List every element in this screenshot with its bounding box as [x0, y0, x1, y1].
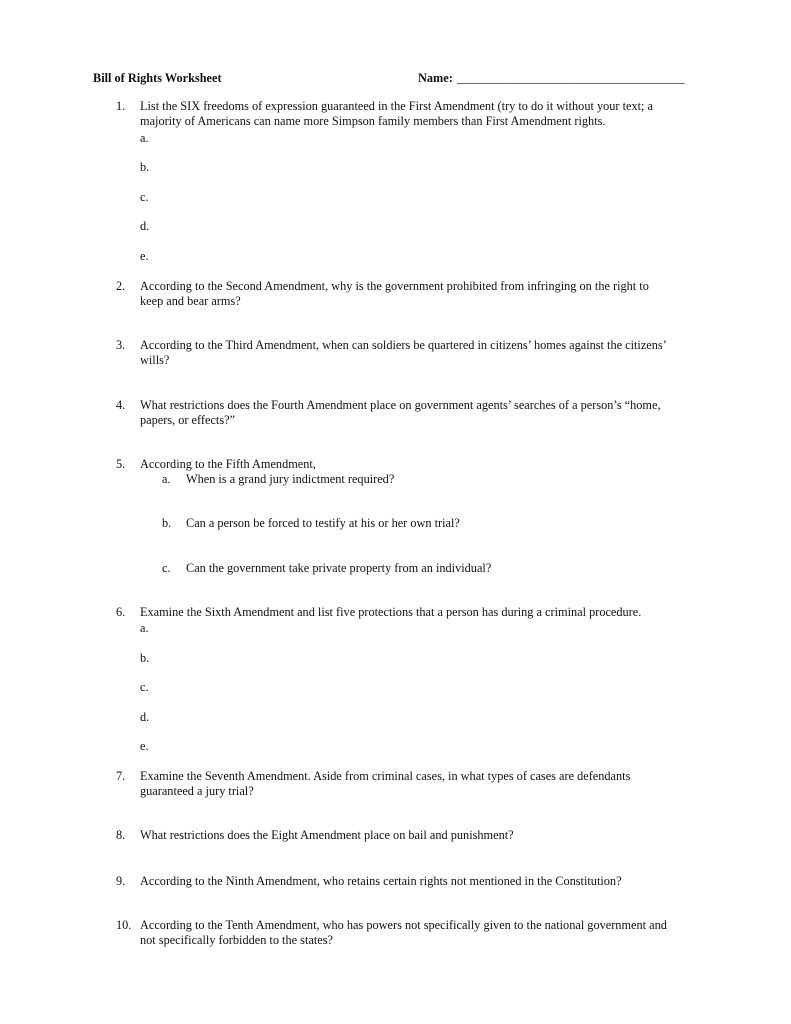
question-text-line: What restrictions does the Fourth Amendment place on government agents’ searches of a person’s “home,: [140, 398, 661, 412]
question-text-line: According to the Tenth Amendment, who has powers not specifically given to the national government and: [140, 918, 667, 932]
question-text-line: majority of Americans can name more Simpson family members than First Amendment rights.: [140, 114, 606, 128]
question-text-line: guaranteed a jury trial?: [140, 784, 254, 798]
question-text-line: According to the Second Amendment, why is the government prohibited from infringing on the right to: [140, 279, 649, 293]
question-number: 2.: [116, 279, 126, 293]
worksheet-title: Bill of Rights Worksheet: [93, 71, 222, 85]
question-text-line: Examine the Seventh Amendment. Aside from criminal cases, in what types of cases are defendants: [140, 769, 631, 783]
question-text-line: papers, or effects?”: [140, 413, 236, 427]
answer-letter: b.: [140, 160, 150, 174]
answer-letter: a.: [140, 131, 149, 145]
sub-question-letter: b.: [162, 516, 172, 530]
question-text-line: keep and bear arms?: [140, 294, 241, 308]
question-text-line: List the SIX freedoms of expression guaranteed in the First Amendment (try to do it without your text; a: [140, 99, 653, 113]
question-text-line: Examine the Sixth Amendment and list five protections that a person has during a criminal procedure.: [140, 605, 642, 619]
question-number: 5.: [116, 457, 126, 471]
question-number: 4.: [116, 398, 126, 412]
answer-letter: a.: [140, 621, 149, 635]
question-number: 10.: [116, 918, 132, 932]
sub-question-letter: c.: [162, 561, 171, 575]
answer-letter: d.: [140, 219, 150, 233]
name-blank[interactable]: _____________________________________: [457, 71, 685, 85]
question-number: 7.: [116, 769, 126, 783]
answer-letter: c.: [140, 190, 149, 204]
sub-question-text: Can the government take private property from an individual?: [186, 561, 492, 575]
question-number: 9.: [116, 874, 126, 888]
answer-letter: b.: [140, 651, 150, 665]
question-number: 6.: [116, 605, 126, 619]
question-number: 8.: [116, 828, 126, 842]
question-text-line: What restrictions does the Eight Amendment place on bail and punishment?: [140, 828, 514, 842]
answer-letter: c.: [140, 680, 149, 694]
answer-letter: e.: [140, 739, 149, 753]
question-text-line: According to the Third Amendment, when can soldiers be quartered in citizens’ homes against the citizens’: [140, 338, 667, 352]
answer-letter: e.: [140, 249, 149, 263]
question-text-line: According to the Fifth Amendment,: [140, 457, 316, 471]
answer-letter: d.: [140, 710, 150, 724]
question-text-line: According to the Ninth Amendment, who retains certain rights not mentioned in the Constitution?: [140, 874, 622, 888]
question-text-line: not specifically forbidden to the states?: [140, 933, 333, 947]
sub-question-letter: a.: [162, 472, 171, 486]
question-number: 3.: [116, 338, 126, 352]
sub-question-text: When is a grand jury indictment required?: [186, 472, 395, 486]
question-number: 1.: [116, 99, 126, 113]
name-label: Name:: [418, 71, 453, 85]
sub-question-text: Can a person be forced to testify at his or her own trial?: [186, 516, 460, 530]
question-text-line: wills?: [140, 353, 170, 367]
